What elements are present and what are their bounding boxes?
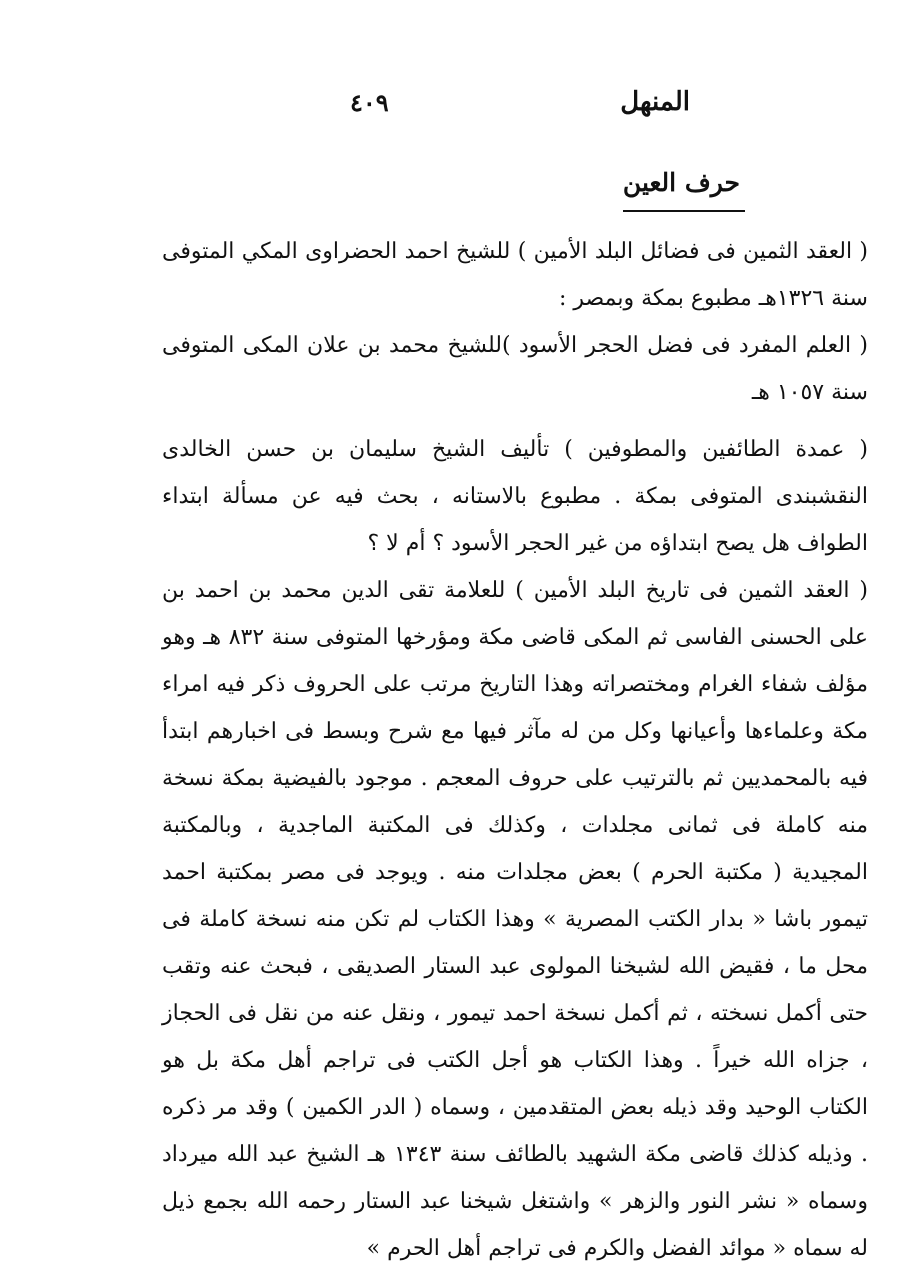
page-number: ٤٠٩ — [350, 87, 389, 117]
entry-al-ilm-al-mufrad: ( العلم المفرد فى فضل الحجر الأسود )للشيخ محمد بن علان المكى المتوفى سنة ١٠٥٧ هـ — [162, 333, 868, 405]
running-title: المنهل — [620, 87, 690, 117]
entry-umdat-al-taifin: ( عمدة الطائفين والمطوفين ) تأليف الشيخ سليمان بن حسن الخالدى النقشبندى المتوفى بمكة . مطبوع بالاستانه ، بحث فيه عن مسألة ابتداء الطواف هل يصح ابتداؤه من غير الحجر الأسود ؟ أم لا ؟ — [162, 437, 868, 556]
entry-al-iqd-al-thamin-tarikh: ( العقد الثمين فى تاريخ البلد الأمين ) للعلامة تقى الدين محمد بن احمد بن على الحسنى الفاسى ثم المكى قاضى مكة ومؤرخها المتوفى سنة ٨٣٢ هـ وهو مؤلف شفاء الغرام ومختصراته وهذا التاريخ مرتب على الحروف ذكر فيه امراء مكة وعلماءها وأعيانها وكل من له مآثر فيها مع شرح وبسط فى اخبارهم ابتدأ فيه بالمحمديين ثم بالترتيب على حروف المعجم . موجود بالفيضية بمكة نسخة منه كاملة فى ثمانى مجلدات ، وكذلك فى المكتبة الماجدية ، وبالمكتبة المجيدية ( مكتبة الحرم ) بعض مجلدات منه . ويوجد فى مصر بمكتبة احمد تيمور باشا « بدار الكتب المصرية » وهذا الكتاب لم تكن منه نسخة كاملة فى محل ما ، فقيض الله لشيخنا المولوى عبد الستار الصديقى ، فبحث عنه وتقب حتى أكمل نسخته ، ثم أكمل نسخة احمد تيمور ، ونقل عنه من نقل فى الحجاز ، جزاه الله خيراً . وهذا الكتاب هو أجل الكتب فى تراجم أهل مكة بل هو الكتاب الوحيد وقد ذيله بعض المتقدمين ، وسماه ( الدر الكمين ) وقد مر ذكره . وذيله كذلك قاضى مكة الشهيد بالطائف سنة ١٣٤٣ هـ الشيخ عبد الله ميرداد وسماه « نشر النور والزهر » واشتغل شيخنا عبد الستار رحمه الله بجمع ذيل له سماه « موائد الفضل والكرم فى تراجم أهل الحرم » — [162, 578, 868, 1261]
body-text — [162, 228, 868, 1272]
section-heading: حرف العين — [622, 168, 740, 197]
entry-al-iqd-al-thamin-fadail: ( العقد الثمين فى فضائل البلد الأمين ) للشيخ احمد الحضراوى المكي المتوفى سنة ١٣٢٦هـ مطبوع بمكة وبمصر : — [162, 239, 868, 311]
section-underline — [623, 210, 745, 212]
running-head — [350, 82, 690, 122]
